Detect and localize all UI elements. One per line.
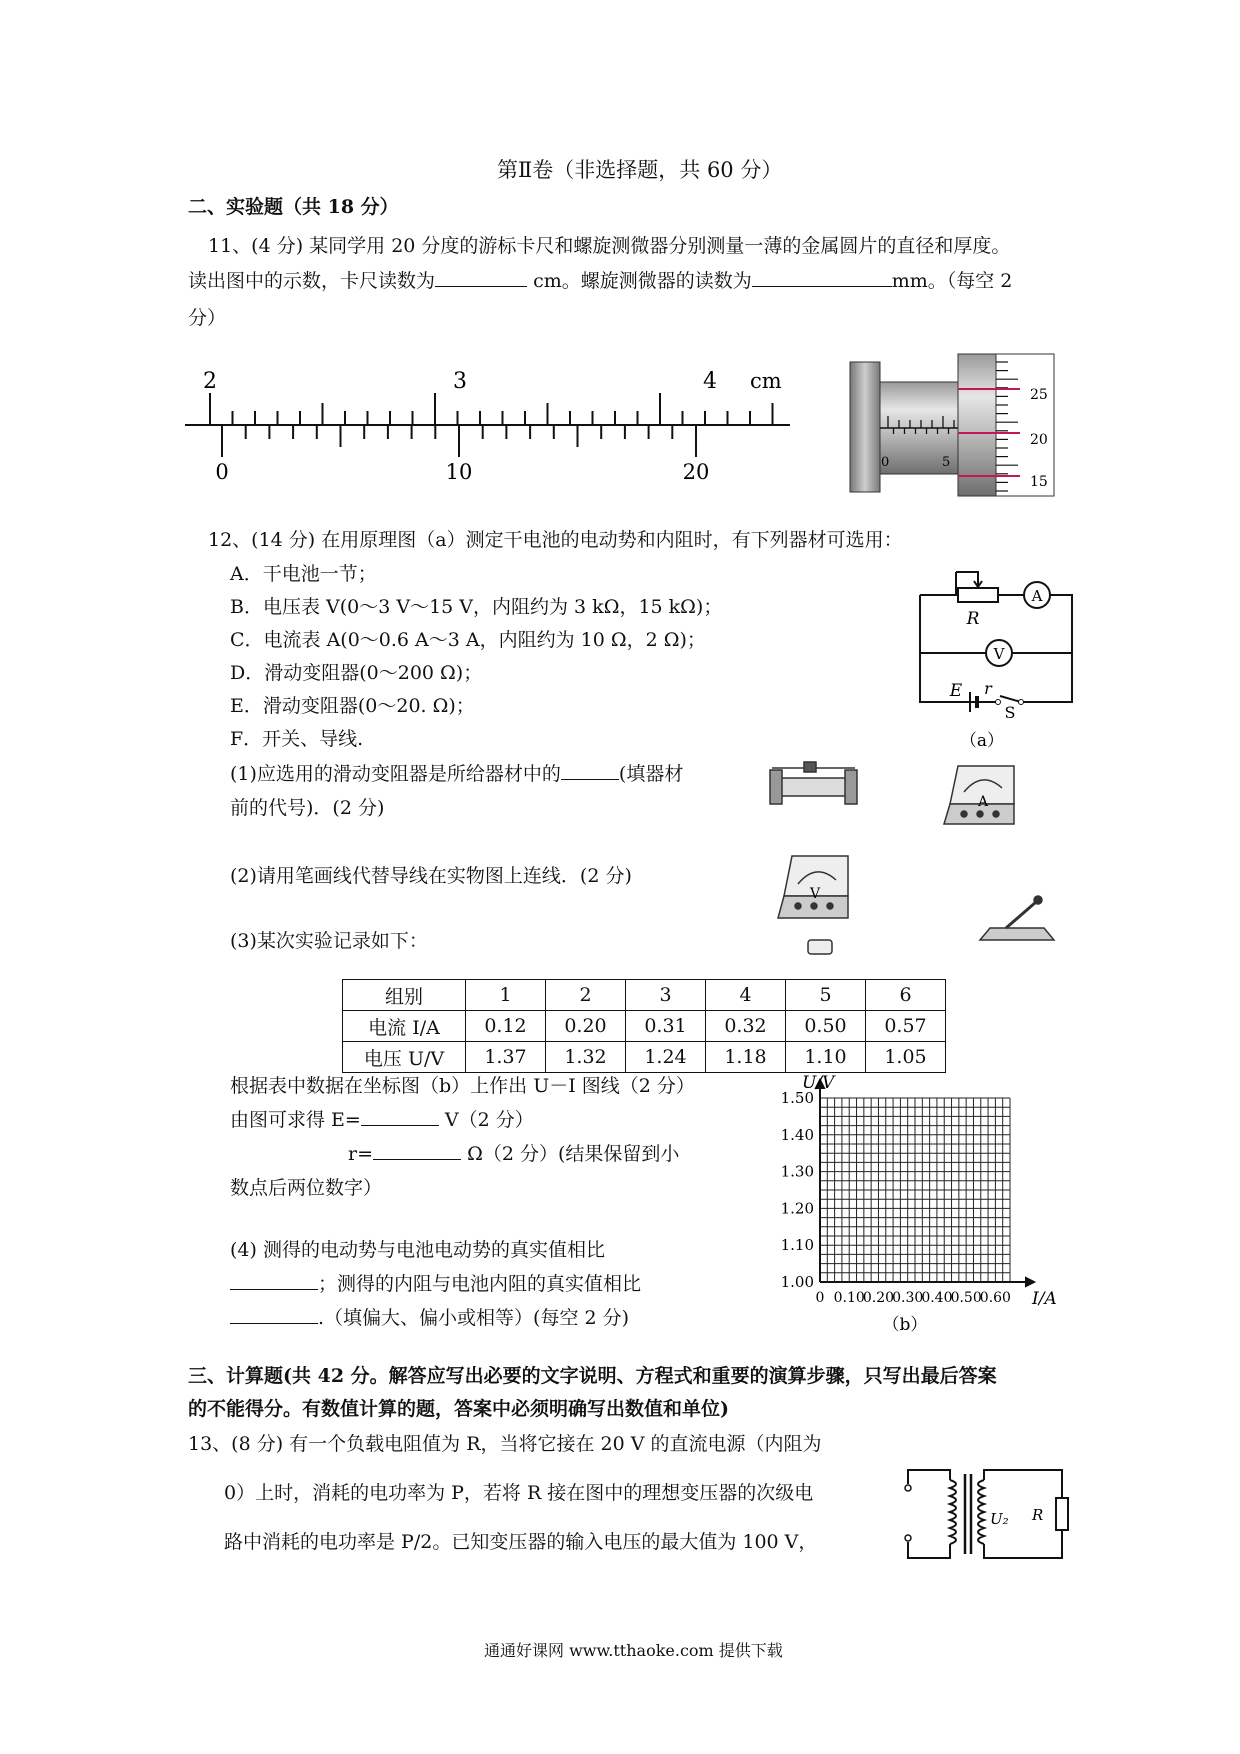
voltmeter-picture-label: V [810,886,821,902]
q12-option: F．开关、导线. [230,728,364,750]
q12-after2-text: 由图可求得 E= [230,1109,361,1131]
x-tick-label: 0.60 [979,1290,1011,1306]
table-cell: 0.32 [706,1011,786,1042]
q12-sub1-text: (1)应选用的滑动变阻器是所给器材中的 [230,763,561,785]
record-table [342,979,946,1073]
emf-comparison-blank[interactable] [230,1271,318,1290]
table-cell: 5 [786,980,866,1011]
load-resistor-symbol [1056,1498,1068,1530]
q13-line1: 13、(8 分) 有一个负载电阻值为 R，当将它接在 20 V 的直流电源（内阻为 [188,1433,822,1455]
q12-sub2: (2)请用笔画线代替导线在实物图上连线．(2 分) [230,865,632,887]
q12-sub4-line1: (4) 测得的电动势与电池电动势的真实值相比 [230,1239,605,1261]
circuit-label: r [984,679,992,698]
rheostat-symbol [958,588,998,602]
q12-sub4-line2 [230,1271,641,1297]
micrometer-figure [848,352,1058,498]
table-row [343,1042,946,1073]
apparatus-picture [768,756,1058,956]
table-cell: 1.10 [786,1042,866,1073]
x-tick-label: 0.10 [833,1290,865,1306]
rheostat-choice-blank[interactable] [561,761,619,780]
table-cell: 1.37 [466,1042,546,1073]
vernier-caliper-figure [185,365,795,495]
axis-arrows [816,1080,1034,1286]
q12-option: B．电压表 V(0～3 V～15 V，内阻约为 3 kΩ，15 kΩ)； [230,596,723,618]
table-cell: 3 [626,980,706,1011]
transformer-label: U₂ [990,1510,1009,1528]
circuit-label: S [1004,703,1016,722]
y-axis-label: U/V [802,1074,835,1093]
table-cell: 1 [466,980,546,1011]
table-cell: 组别 [343,980,466,1011]
table-cell: 0.31 [626,1011,706,1042]
q12-intro: 12、(14 分) 在用原理图（a）测定干电池的电动势和内阻时，有下列器材可选用： [208,529,903,551]
circuit-caption: （a） [959,731,1005,751]
q11-line3: 分） [188,307,227,329]
section2-heading: 二、实验题（共 18 分） [188,196,399,218]
q12-sub4-text: ；测得的内阻与电池内阻的真实值相比 [318,1273,642,1295]
caliper-vernier-label: 0 [215,460,229,484]
q12-option: E．滑动变阻器(0～20. Ω)； [230,695,475,717]
q12-sub1-tail: (填器材 [618,763,684,785]
circuit-diagram-a [918,556,1078,751]
y-tick-label: 1.10 [780,1236,814,1255]
circuit-label: V [993,645,1005,663]
section3-line1: 三、计算题(共 42 分。解答应写出必要的文字说明、方程式和重要的演算步骤，只写出最后答案 [188,1365,997,1387]
x-tick-label: 0.20 [862,1290,895,1306]
q12-after4: 数点后两位数字） [230,1177,383,1199]
transformer-label: R [1032,1506,1044,1524]
caliper-vernier-label: 10 [445,460,473,484]
table-cell: 电流 I/A [343,1011,466,1042]
table-row [343,1011,946,1042]
q12-after1: 根据表中数据在坐标图（b）上作出 U－I 图线（2 分） [230,1075,695,1097]
q12-after3-unit: Ω（2 分）(结果保留到小 [467,1143,680,1165]
q12-sub1 [230,761,683,787]
table-cell: 6 [866,980,946,1011]
table-header-row [343,980,946,1011]
table-cell: 0.12 [466,1011,546,1042]
chart-caption: （b） [882,1315,928,1335]
q12-option: D．滑动变阻器(0～200 Ω)； [230,662,483,684]
caliper-vernier-label: 20 [682,460,710,484]
sleeve-label: 0 [881,455,890,470]
micrometer-frame [850,362,880,492]
q11-line2 [188,268,1012,294]
q11-text-a: 读出图中的示数，卡尺读数为 [188,270,436,292]
caliper-main-label: 2 [203,369,217,394]
q11-line1: 11、(4 分) 某同学用 20 分度的游标卡尺和螺旋测微器分别测量一薄的金属圆片的直径和厚度。 [208,235,1011,257]
table-cell: 4 [706,980,786,1011]
ammeter-picture-label: A [978,794,989,810]
circuit-label: R [966,609,980,629]
q12-sub4-tail: .（填偏大、偏小或相等）(每空 2 分) [318,1307,630,1329]
y-tick-label: 1.00 [780,1273,814,1291]
q12-sub4-line3 [230,1305,629,1331]
y-tick-label: 1.50 [780,1089,814,1107]
table-cell: 0.57 [866,1011,946,1042]
q12-after2-unit: V（2 分） [444,1109,534,1131]
y-tick-label: 1.20 [780,1199,814,1218]
q12-after2 [230,1107,534,1133]
rheostat-picture [770,762,857,804]
table-cell: 电压 U/V [343,1042,466,1073]
micrometer-reading-blank[interactable] [752,268,892,287]
q11-text-b: cm。螺旋测微器的读数为 [533,270,752,292]
sleeve-label: 5 [942,455,951,470]
micrometer-thimble [958,354,996,496]
q13-line3: 路中消耗的电功率是 P/2。已知变压器的输入电压的最大值为 100 V， [224,1531,818,1553]
x-tick-label: 0.40 [921,1290,953,1306]
thimble-label: 25 [1030,387,1048,403]
table-cell: 0.50 [786,1011,866,1042]
caliper-reading-blank[interactable] [435,268,527,287]
table-cell: 1.05 [866,1042,946,1073]
x-tick-label: 0.50 [950,1290,982,1306]
caliper-main-label: 3 [453,369,467,394]
x-tick-label: 0 [815,1290,825,1306]
table-cell: 2 [546,980,626,1011]
caliper-main-label: 4 [703,369,717,394]
q12-after3 [348,1141,679,1167]
x-axis-label: I/A [1032,1289,1057,1309]
q12-option: C．电流表 A(0～0.6 A～3 A，内阻约为 10 Ω，2 Ω)； [230,629,706,651]
circuit-label: A [1031,587,1043,605]
footer-text: 通通好课网 www.tthaoke.com 提供下载 [484,1641,783,1660]
ui-graph [740,1074,1070,1339]
q12-sub3: (3)某次实验记录如下： [230,930,428,952]
q11-text-c: mm。（每空 2 [891,270,1013,292]
page-title: 第Ⅱ卷（非选择题，共 60 分） [497,158,783,182]
transformer-diagram [904,1466,1074,1562]
section3-line2: 的不能得分。有数值计算的题，答案中必须明确写出数值和单位) [188,1398,729,1420]
table-cell: 1.18 [706,1042,786,1073]
q12-sub1-cont: 前的代号)．(2 分) [230,797,385,819]
table-cell: 1.32 [546,1042,626,1073]
y-tick-label: 1.30 [780,1162,814,1181]
table-cell: 1.24 [626,1042,706,1073]
switch-picture [980,896,1054,940]
q12-after3-text: r= [348,1143,374,1165]
x-tick-label: 0.30 [892,1290,924,1306]
thimble-label: 20 [1030,432,1048,448]
emf-blank[interactable] [361,1107,439,1126]
caliper-unit-label: cm [750,369,782,393]
battery-picture [808,940,832,954]
q12-option: A．干电池一节； [230,563,377,585]
y-tick-label: 1.40 [780,1125,814,1144]
circuit-label: E [949,681,963,701]
resistance-comparison-blank[interactable] [230,1305,318,1324]
thimble-label: 15 [1030,474,1048,490]
q13-line2: 0）上时，消耗的电功率为 P，若将 R 接在图中的理想变压器的次级电 [224,1482,814,1504]
table-cell: 0.20 [546,1011,626,1042]
internal-resistance-blank[interactable] [373,1141,461,1160]
